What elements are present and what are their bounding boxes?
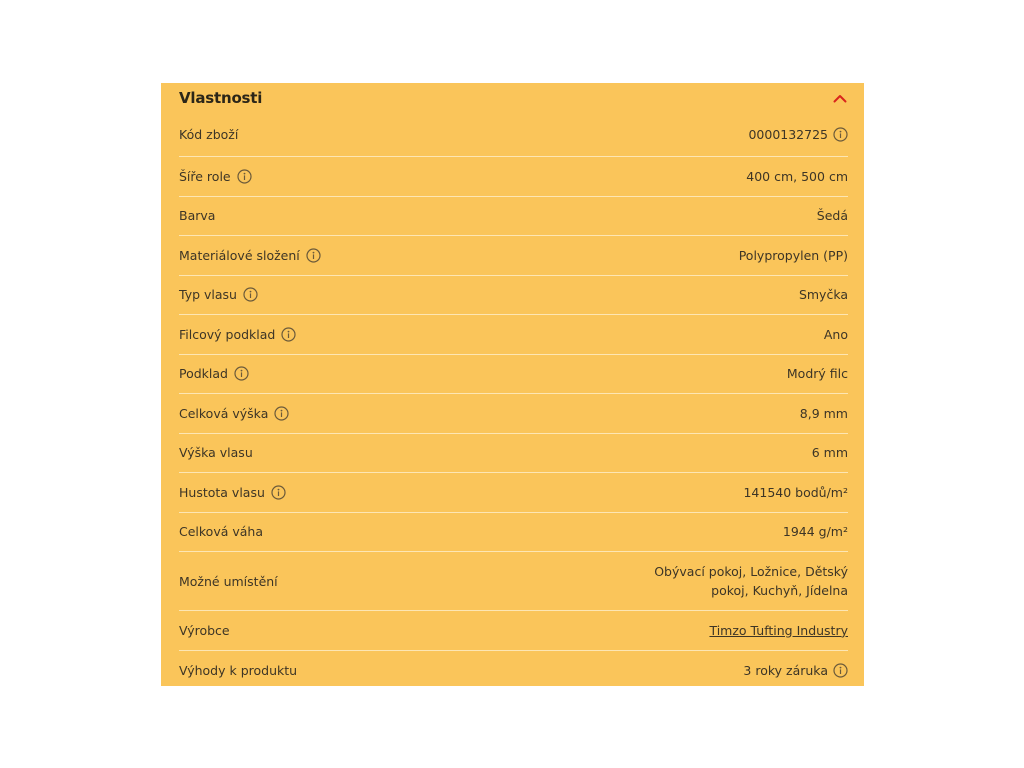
- property-value: 400 cm, 500 cm: [746, 168, 848, 184]
- property-row-color: [179, 197, 848, 237]
- properties-list: [179, 113, 848, 686]
- property-row-pile-type: [179, 276, 848, 316]
- property-row-total-weight: [179, 513, 848, 553]
- property-label: Kód zboží: [179, 127, 239, 142]
- property-label: Hustota vlasu: [179, 484, 265, 500]
- properties-header[interactable]: [179, 83, 848, 113]
- property-label: Barva: [179, 208, 216, 224]
- property-value: Smyčka: [798, 287, 848, 303]
- property-value: Modrý filc: [786, 366, 848, 382]
- property-label: Výška vlasu: [179, 445, 253, 461]
- info-icon[interactable]: [237, 169, 252, 184]
- property-label: Podklad: [179, 366, 228, 382]
- property-row-backing: [179, 355, 848, 395]
- property-value: 6 mm: [811, 445, 848, 461]
- info-icon[interactable]: [271, 485, 286, 500]
- property-row-pile-density: [179, 473, 848, 513]
- chevron-up-icon[interactable]: [832, 90, 848, 106]
- info-icon[interactable]: [234, 366, 249, 381]
- property-row-total-height: [179, 394, 848, 434]
- property-label: Materiálové složení: [179, 247, 300, 263]
- property-row-felt-backing: [179, 315, 848, 355]
- property-row-pile-height: [179, 434, 848, 474]
- property-label: Typ vlasu: [179, 287, 237, 303]
- property-row-material: [179, 236, 848, 276]
- property-value: Polypropylen (PP): [738, 247, 848, 263]
- property-row-manufacturer: [179, 611, 848, 651]
- manufacturer-link[interactable]: Timzo Tufting Industry: [709, 622, 848, 638]
- property-label: Možné umístění: [179, 573, 278, 589]
- property-row-roll-width: [179, 157, 848, 197]
- property-row-product-code: [179, 113, 848, 157]
- property-value: 1944 g/m²: [782, 524, 848, 540]
- property-label: Celková váha: [179, 524, 264, 540]
- info-icon[interactable]: [274, 406, 289, 421]
- property-label: Výrobce: [179, 622, 230, 638]
- property-label: Šíře role: [179, 168, 231, 184]
- property-row-benefits: [179, 651, 848, 687]
- info-icon[interactable]: [281, 327, 296, 342]
- info-icon[interactable]: [243, 287, 258, 302]
- property-value: 0000132725: [748, 127, 828, 142]
- info-icon[interactable]: [833, 663, 848, 678]
- property-value: 141540 bodů/m²: [743, 484, 848, 500]
- properties-panel: [161, 83, 864, 686]
- info-icon[interactable]: [306, 248, 321, 263]
- panel-title: Vlastnosti: [179, 89, 263, 107]
- info-icon[interactable]: [833, 127, 848, 142]
- property-value-line: Obývací pokoj, Ložnice, Dětský: [654, 564, 848, 579]
- property-value: Šedá: [816, 208, 848, 224]
- property-value-line: pokoj, Kuchyň, Jídelna: [711, 583, 848, 598]
- property-value: 3 roky záruka: [743, 662, 828, 678]
- property-label: Celková výška: [179, 405, 269, 421]
- property-value: 8,9 mm: [799, 405, 848, 421]
- property-label: Filcový podklad: [179, 326, 276, 342]
- property-value: Ano: [823, 326, 848, 342]
- property-row-placement: [179, 552, 848, 611]
- property-label: Výhody k produktu: [179, 662, 298, 678]
